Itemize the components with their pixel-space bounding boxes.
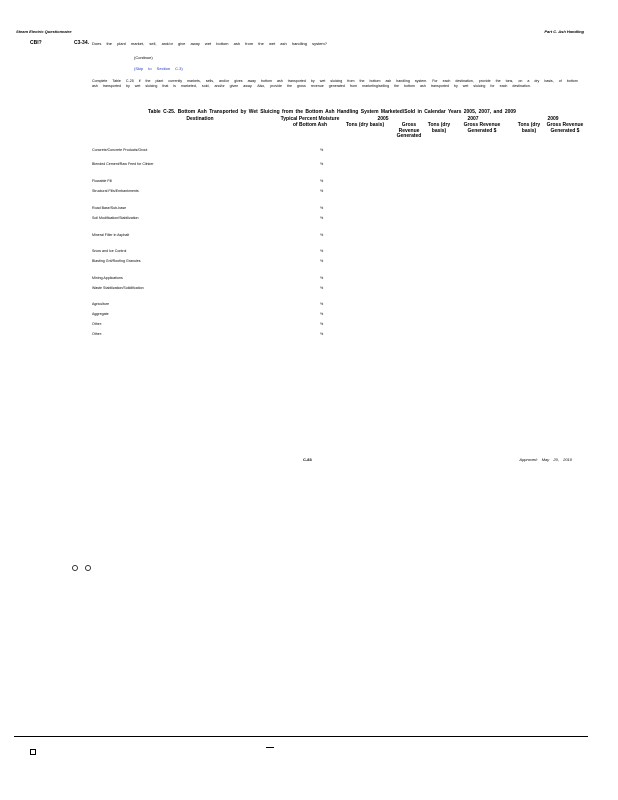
row-label: Blasting Grit/Roofing Granules — [92, 259, 141, 263]
checkbox[interactable] — [30, 749, 36, 755]
row-moisture-unit: % — [320, 286, 324, 290]
table-title: Table C-25. Bottom Ash Transported by Wet Sluicing from the Bottom Ash Handling System Marketed/Sold in Calendar Years 2005, 2007, and 2009 — [148, 109, 516, 115]
row-moisture-unit: % — [320, 332, 324, 336]
row-label: Blended Cement/Raw Feed for Clinker — [92, 162, 154, 166]
approval-date: Approved: May 20, 2010 — [519, 457, 572, 462]
row-moisture-unit: % — [320, 206, 324, 210]
page-number: C-83 — [303, 457, 312, 462]
no-radio-button[interactable] — [85, 565, 91, 571]
document-header-left: Steam Electric Questionnaire — [16, 29, 72, 34]
footer-divider — [14, 736, 588, 737]
row-moisture-unit: % — [320, 322, 324, 326]
year-2009-header: 2009 — [547, 116, 559, 122]
row-moisture-unit: % — [320, 148, 324, 152]
row-moisture-unit: % — [320, 189, 324, 193]
question-text: Does the plant market, sell, and/or give away wet bottom ash from the wet ash handling system? — [92, 41, 327, 46]
dash-mark — [266, 747, 274, 748]
row-moisture-unit: % — [320, 312, 324, 316]
row-label: Aggregate — [92, 312, 109, 316]
row-label: Mining Applications — [92, 276, 123, 280]
row-label: Agriculture — [92, 302, 110, 306]
skip-to-section-link[interactable]: (Skip to Section C.3) — [134, 66, 183, 71]
year-2007-header: 2007 — [467, 116, 479, 122]
row-label: Snow and Ice Control — [92, 249, 127, 253]
row-label: Flowable Fill — [92, 179, 112, 183]
col-2009-revenue-header: Gross Revenue Generated $ — [546, 122, 584, 134]
row-moisture-unit: % — [320, 162, 324, 166]
row-moisture-unit: % — [320, 276, 324, 280]
document-header-right: Part C. Ash Handling — [544, 29, 584, 34]
row-moisture-unit: % — [320, 249, 324, 253]
yes-radio-button[interactable] — [72, 565, 78, 571]
question-number: C3-34. — [74, 40, 90, 46]
row-moisture-unit: % — [320, 233, 324, 237]
row-moisture-unit: % — [320, 259, 324, 263]
row-label: Other: — [92, 332, 102, 336]
row-moisture-unit: % — [320, 179, 324, 183]
col-2007-tons-header: Tons (dry basis) — [427, 122, 451, 134]
col-2005-revenue-header: Gross Revenue Generated — [396, 122, 422, 139]
row-label: Structural Fills/Embankments — [92, 189, 139, 193]
row-label: Soil Modification/Stabilization — [92, 216, 139, 220]
col-2007-revenue-header: Gross Revenue Generated $ — [463, 122, 501, 134]
cbi-label: CBI? — [30, 40, 42, 46]
year-2005-header: 2005 — [377, 116, 389, 122]
instruction-paragraph: Complete Table C-25 if the plant currently markets, sells, and/or gives away bottom ash transported by wet sluicing from the bottom ash handling system. For each destination, provide the tons, on a dry basis, of bottom ash transported by wet sluicing that is marketed, sold, and/or given away. Also, provide the gross revenue generated from marketing/selling the bottom ash transported by wet sluicing for each destination. — [92, 79, 578, 88]
row-label: Mineral Filler in Asphalt — [92, 233, 130, 237]
row-label: Concrete/Concrete Products/Grout — [92, 148, 148, 152]
row-label: Other: — [92, 322, 102, 326]
continue-label: (Continue) — [134, 55, 153, 60]
col-destination-header: Destination — [186, 116, 214, 122]
col-2009-tons-header: Tons (dry basis) — [517, 122, 541, 134]
col-moisture-header: Typical Percent Moisture of Bottom Ash — [280, 116, 340, 128]
row-label: Waste Stabilization/Solidification — [92, 286, 144, 290]
row-label: Road Base/Sub-base — [92, 206, 127, 210]
row-moisture-unit: % — [320, 302, 324, 306]
col-2005-tons-header: Tons (dry basis) — [345, 122, 385, 128]
row-moisture-unit: % — [320, 216, 324, 220]
